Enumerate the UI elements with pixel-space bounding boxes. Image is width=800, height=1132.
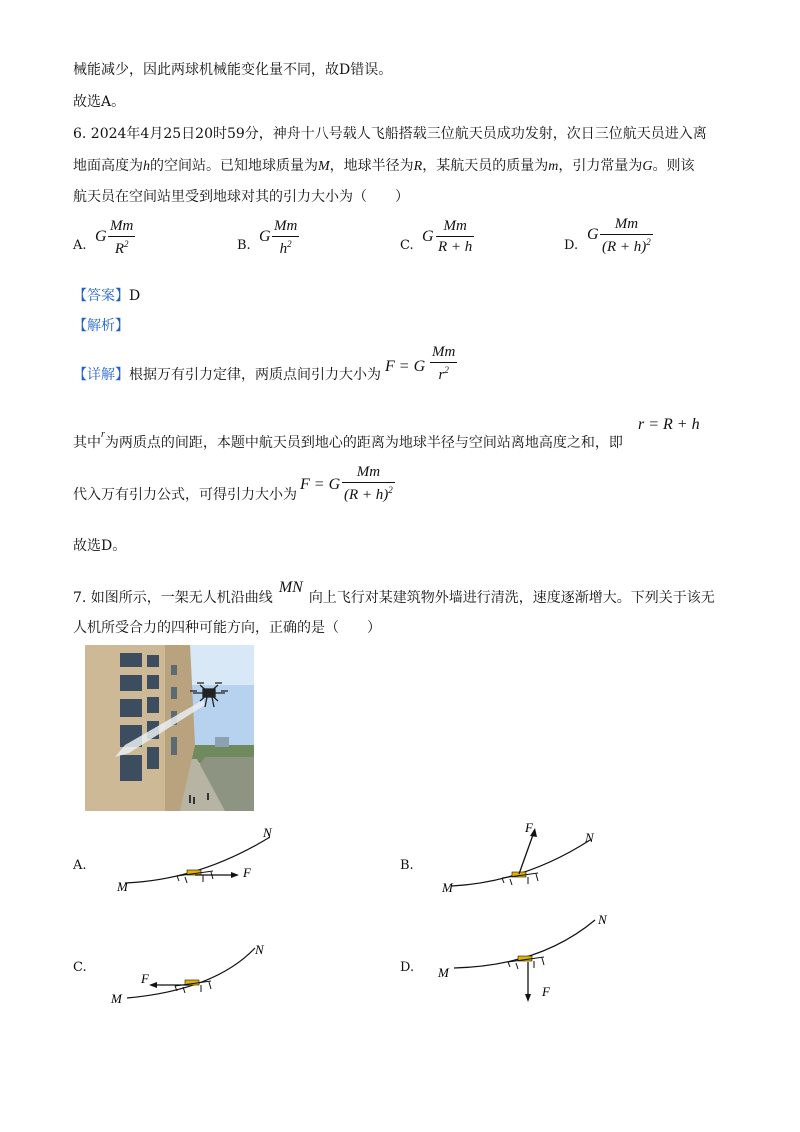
detail-line: 【详解】根据万有引力定律，两质点间引力大小为 bbox=[73, 367, 381, 383]
option-c-label: C. bbox=[400, 238, 414, 253]
q7-line-1: 7. 如图所示，一架无人机沿曲线MN向上飞行对某建筑物外墙进行清洗，速度逐渐增大。下列关于该无 bbox=[73, 579, 715, 606]
label-m: M bbox=[442, 880, 453, 895]
label-n: N bbox=[598, 912, 607, 927]
option-c-g: G bbox=[422, 228, 434, 245]
analysis-tag: 【解析】 bbox=[73, 318, 129, 334]
r-line: 其中$^r$为两质点的间距，本题中航天员到地心的距离为地球半径与空间站离地高度之和，即 bbox=[73, 429, 623, 451]
option-c-fraction: Mm R + h bbox=[438, 218, 473, 255]
diagram-d bbox=[430, 910, 620, 1010]
diagram-b-label: B. bbox=[400, 858, 414, 873]
label-m: M bbox=[111, 991, 122, 1006]
q7-line-2: 人机所受合力的四种可能方向，正确的是（ ） bbox=[73, 620, 381, 636]
label-f: F bbox=[525, 820, 533, 835]
choose-d-line: 故选D。 bbox=[73, 538, 127, 554]
label-n: N bbox=[585, 830, 594, 845]
label-n: N bbox=[263, 825, 272, 840]
q6-line-1: 6. 2024年4月25日20时59分，神舟十八号载人飞船搭载三位航天员成功发射，次日三位航天员进入离 bbox=[73, 126, 707, 142]
option-b-g: G bbox=[259, 228, 271, 245]
substitute-formula-fraction: Mm $(R + h)^2$ bbox=[344, 464, 393, 503]
detail-formula-f: F = G bbox=[385, 358, 426, 375]
drone-icon bbox=[175, 980, 211, 993]
option-a-fraction: Mm $R^2$ bbox=[110, 218, 134, 257]
curve-mn bbox=[452, 840, 590, 886]
r-equation: r = R + h bbox=[638, 416, 700, 433]
label-f: F bbox=[542, 984, 550, 999]
label-f: F bbox=[141, 971, 149, 986]
option-b-fraction: Mm $h^2$ bbox=[274, 218, 298, 257]
option-d-label: D. bbox=[564, 238, 579, 253]
diagram-a bbox=[105, 825, 295, 895]
label-n: N bbox=[255, 942, 264, 957]
label-m: M bbox=[117, 879, 128, 894]
force-arrow bbox=[519, 832, 534, 874]
text-line-1: 械能减少，因此两球机械能变化量不同，故D错误。 bbox=[73, 62, 393, 78]
q6-line-3: 航天员在空间站里受到地球对其的引力大小为（ ） bbox=[73, 189, 409, 205]
substitute-formula-f: F = G bbox=[300, 476, 341, 493]
label-m: M bbox=[438, 965, 449, 980]
diagram-c-label: C. bbox=[73, 960, 87, 975]
drone-cleaning-photo bbox=[85, 645, 254, 811]
detail-formula-fraction: Mm $r^2$ bbox=[432, 344, 456, 383]
diagram-c bbox=[105, 940, 285, 1012]
answer-line: 【答案】D bbox=[73, 288, 141, 304]
diagram-d-label: D. bbox=[400, 960, 415, 975]
drone-icon bbox=[177, 870, 213, 883]
diagram-b bbox=[430, 818, 620, 898]
drone-icon bbox=[508, 956, 544, 969]
option-d-fraction: Mm $(R + h)^2$ bbox=[602, 216, 651, 255]
diagram-a-label: A. bbox=[73, 858, 87, 873]
label-f: F bbox=[243, 865, 251, 880]
option-b-label: B. bbox=[237, 238, 251, 253]
option-a-label: A. bbox=[73, 238, 87, 253]
text-line-2: 故选A。 bbox=[73, 94, 126, 110]
option-a-g: G bbox=[95, 228, 107, 245]
drone-icon bbox=[502, 872, 538, 885]
q6-line-2: 地面高度为h的空间站。已知地球质量为M，地球半径为R，某航天员的质量为m，引力常量为G。则该 bbox=[73, 158, 695, 174]
substitute-line: 代入万有引力公式，可得引力大小为 bbox=[73, 487, 297, 503]
option-d-g: G bbox=[587, 226, 599, 243]
